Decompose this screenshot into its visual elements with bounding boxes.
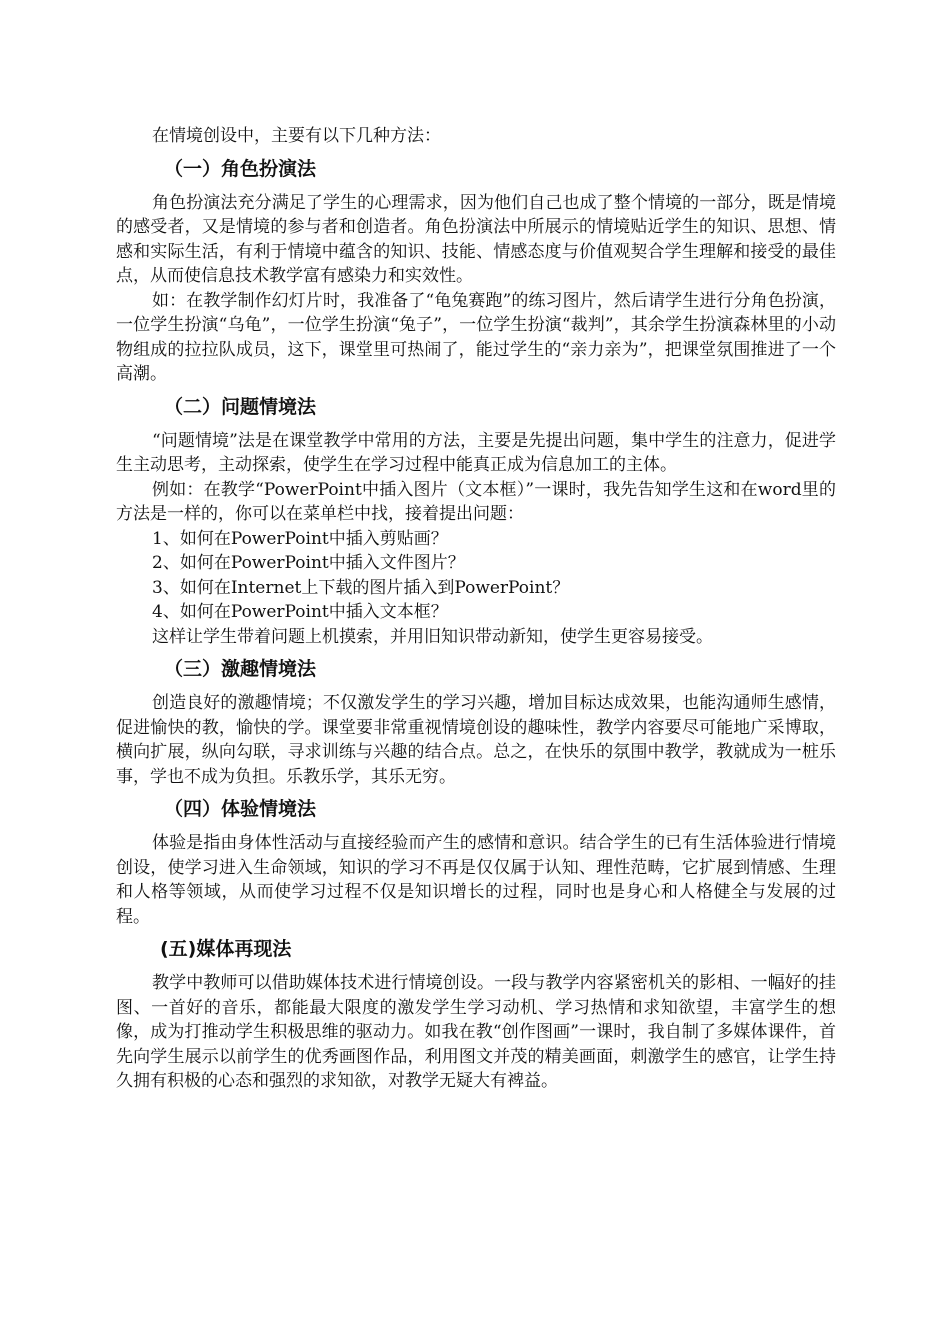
question-item: 2、如何在PowerPoint中插入文件图片？ xyxy=(152,553,465,573)
section-heading-media-reproduction: (五)媒体再现法 xyxy=(160,938,292,960)
paragraph: 教学中教师可以借助媒体技术进行情境创设。一段与教学内容紧密机关的影相、一幅好的挂图、一首好的音乐，都能最大限度的激发学生学习动机、学习热情和求知欲望，丰富学生的想像，成为打推动学生积极思维的驱动力。如我在教“创作图画”一课时，我自制了多媒体课件，首先向学生展示以前学生的优秀画图作品，利用图文并茂的精美画面，刺激学生的感官，让学生持久拥有积极的心态和强烈的求知欲，对教学无疑大有裨益。 xyxy=(116,973,836,1091)
paragraph: 例如：在教学“PowerPoint中插入图片（文本框）”一课时，我先告知学生这和在word里的方法是一样的，你可以在菜单栏中找，接着提出问题： xyxy=(116,479,836,524)
document-page xyxy=(116,124,836,1094)
paragraph: “问题情境”法是在课堂教学中常用的方法，主要是先提出问题，集中学生的注意力，促进学生主动思考，主动探索，使学生在学习过程中能真正成为信息加工的主体。 xyxy=(116,430,836,475)
section-heading-role-play: （一）角色扮演法 xyxy=(164,157,317,180)
paragraph: 体验是指由身体性活动与直接经验而产生的感情和意识。结合学生的已有生活体验进行情境创设，使学习进入生命领域，知识的学习不再是仅仅属于认知、理性范畴，它扩展到情感、生理和人格等领域，从而使学习过程不仅是知识增长的过程，同时也是身心和人格健全与发展的过程。 xyxy=(116,833,836,927)
section-heading-experience-situation: （四）体验情境法 xyxy=(164,798,317,820)
paragraph: 角色扮演法充分满足了学生的心理需求，因为他们自己也成了整个情境的一部分，既是情境的感受者，又是情境的参与者和创造者。角色扮演法中所展示的情境贴近学生的知识、思想、情感和实际生活，有利于情境中蕴含的知识、技能、情感态度与价值观契合学生理解和接受的最佳点，从而使信息技术教学富有感染力和实效性。 xyxy=(116,192,836,286)
question-item: 1、如何在PowerPoint中插入剪贴画？ xyxy=(152,528,448,549)
paragraph: 创造良好的激趣情境；不仅激发学生的学习兴趣，增加目标达成效果，也能沟通师生感情，促进愉快的教，愉快的学。课堂要非常重视情境创设的趣味性，教学内容要尽可能地广采博取，横向扩展，纵向勾联，寻求训练与兴趣的结合点。总之，在快乐的氛围中教学，教就成为一桩乐事，学也不成为负担。乐教乐学，其乐无穷。 xyxy=(116,693,836,787)
paragraph: 这样让学生带着问题上机摸索，并用旧知识带动新知，使学生更容易接受。 xyxy=(152,626,713,647)
question-item: 3、如何在Internet上下载的图片插入到PowerPoint？ xyxy=(152,577,570,598)
paragraph: 如：在教学制作幻灯片时，我准备了“龟兔赛跑”的练习图片，然后请学生进行分角色扮演，一位学生扮演“乌龟”，一位学生扮演“兔子”，一位学生扮演“裁判”，其余学生扮演森林里的小动物组成的拉拉队成员，这下，课堂里可热闹了，能过学生的“亲力亲为”，把课堂氛围推进了一个高潮。 xyxy=(116,290,836,384)
section-heading-interest-situation: （三）激趣情境法 xyxy=(164,658,317,680)
question-item: 4、如何在PowerPoint中插入文本框？ xyxy=(152,602,448,622)
section-heading-problem-situation: （二）问题情境法 xyxy=(164,395,317,418)
intro-paragraph: 在情境创设中，主要有以下几种方法： xyxy=(152,126,441,146)
